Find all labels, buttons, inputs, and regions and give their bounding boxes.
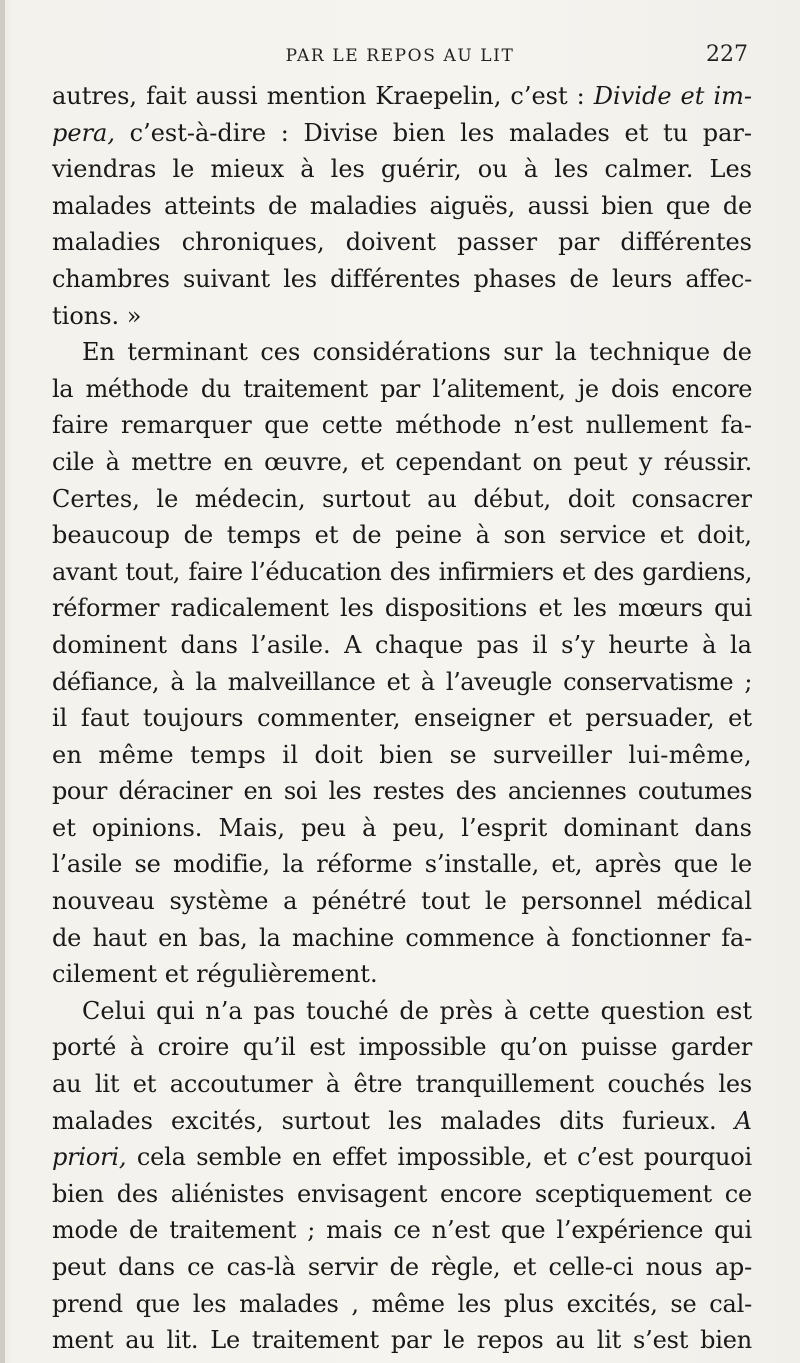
running-head: PAR LE REPOS AU LIT: [285, 46, 515, 66]
body-text: [52, 78, 752, 1359]
text-line: [52, 298, 752, 335]
text-segment: la méthode du traitement par l’alitement, je dois encore: [52, 374, 752, 403]
text-line: [52, 444, 752, 481]
text-segment: cile à mettre en œuvre, et cependant on peut y réussir.: [52, 447, 752, 476]
text-segment: bien des aliénistes envisagent encore sceptiquement ce: [52, 1179, 752, 1208]
italic-text-segment: A: [734, 1106, 752, 1135]
text-line: [52, 1322, 752, 1359]
text-line: [52, 1103, 752, 1140]
text-segment: En terminant ces considérations sur la technique de: [82, 338, 752, 367]
text-segment: en même temps il doit bien se surveiller lui-même,: [52, 740, 752, 769]
text-segment: maladies chroniques, doivent passer par différentes: [52, 228, 752, 257]
text-segment: ment au lit. Le traitement par le repos au lit s’est bien: [52, 1326, 752, 1355]
text-line: [52, 737, 752, 774]
text-line: [52, 1286, 752, 1323]
text-segment: pour déraciner en soi les restes des anciennes coutumes: [52, 777, 752, 806]
text-line: [52, 371, 752, 408]
text-line: [52, 261, 752, 298]
italic-text-segment: Divide et im-: [593, 82, 752, 110]
text-segment: prend que les malades , même les plus excités, se cal-: [52, 1289, 752, 1318]
text-line: [52, 590, 752, 627]
text-segment: autres, fait aussi mention Kraepelin, c’est :: [52, 82, 594, 110]
text-line: [52, 883, 752, 920]
text-segment: Celui qui n’a pas touché de près à cette question est: [82, 996, 752, 1025]
text-segment: malades atteints de maladies aiguës, aussi bien que de: [52, 191, 752, 220]
text-line: [52, 188, 752, 225]
text-segment: l’asile se modifie, la réforme s’installe, et, après que le: [52, 850, 752, 879]
text-segment: peut dans ce cas-là servir de règle, et celle-ci nous ap-: [52, 1253, 752, 1281]
text-line: [52, 920, 752, 957]
text-line: [52, 554, 752, 591]
text-segment: c’est-à-dire : Divise bien les malades et tu par-: [114, 118, 752, 147]
text-line: [52, 334, 752, 371]
text-line: [52, 846, 752, 883]
text-line: [52, 773, 752, 810]
text-segment: Certes, le médecin, surtout au début, doit consacrer: [52, 484, 752, 513]
text-segment: cela semble en effet impossible, et c’est pourquoi: [126, 1143, 752, 1172]
text-line: [52, 1249, 752, 1286]
text-segment: au lit et accoutumer à être tranquillement couchés les: [52, 1070, 752, 1099]
text-segment: malades excités, surtout les malades dits furieux.: [52, 1106, 735, 1135]
text-line: [52, 700, 752, 737]
text-segment: défiance, à la malveillance et à l’aveugle conservatisme ;: [52, 667, 752, 696]
text-segment: réformer radicalement les dispositions et les mœurs qui: [52, 594, 752, 623]
text-segment: il faut toujours commenter, enseigner et persuader, et: [52, 704, 752, 733]
text-segment: de haut en bas, la machine commence à fonctionner fa-: [52, 923, 752, 952]
text-segment: chambres suivant les différentes phases de leurs affec-: [52, 264, 752, 293]
text-segment: tions. »: [52, 301, 142, 330]
text-line: [52, 1212, 752, 1249]
text-line: [52, 1139, 752, 1176]
text-line: [52, 1066, 752, 1103]
text-line: [52, 1029, 752, 1066]
text-segment: faire remarquer que cette méthode n’est nullement fa-: [52, 411, 752, 440]
text-line: [52, 664, 752, 701]
text-line: [52, 78, 752, 115]
text-segment: mode de traitement ; mais ce n’est que l’expérience qui: [52, 1216, 752, 1245]
text-segment: avant tout, faire l’éducation des infirmiers et des gardiens,: [52, 557, 752, 586]
text-line: [52, 810, 752, 847]
italic-text-segment: pera,: [52, 118, 115, 147]
page-left-edge: [0, 0, 5, 1363]
page-number: 227: [706, 42, 748, 67]
text-segment: viendras le mieux à les guérir, ou à les calmer. Les: [52, 155, 752, 184]
text-line: [52, 993, 752, 1030]
text-segment: porté à croire qu’il est impossible qu’on puisse garder: [52, 1033, 752, 1062]
text-segment: et opinions. Mais, peu à peu, l’esprit dominant dans: [52, 813, 752, 842]
text-line: [52, 481, 752, 518]
text-line: [52, 627, 752, 664]
text-line: [52, 115, 752, 152]
text-segment: dominent dans l’asile. A chaque pas il s’y heurte à la: [52, 630, 752, 659]
text-line: [52, 224, 752, 261]
text-line: [52, 151, 752, 188]
text-line: [52, 956, 752, 993]
text-segment: cilement et régulièrement.: [52, 960, 378, 989]
text-segment: beaucoup de temps et de peine à son service et doit,: [52, 521, 752, 550]
text-line: [52, 517, 752, 554]
text-line: [52, 407, 752, 444]
italic-text-segment: priori,: [52, 1143, 127, 1172]
page-header: [52, 42, 748, 76]
text-segment: nouveau système a pénétré tout le personnel médical: [52, 887, 752, 916]
text-line: [52, 1176, 752, 1213]
